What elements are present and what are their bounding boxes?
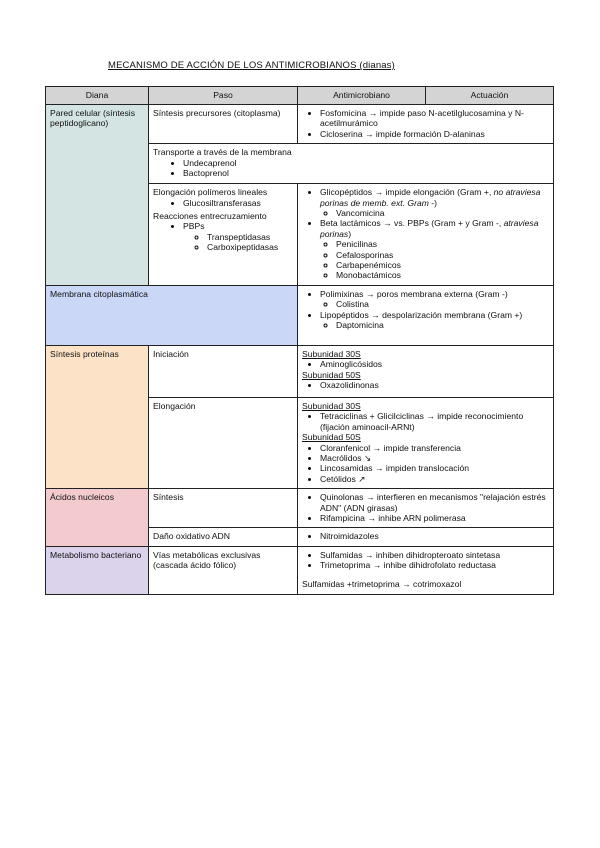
list-item: ◦ Carbapenémicos: [336, 260, 549, 270]
antimicrobiano-cell: [298, 345, 554, 397]
paren-close: ): [348, 228, 352, 239]
paso-elongacion: Elongación polímeros lineales: [153, 187, 268, 198]
document-title: MECANISMO DE ACCIÓN DE LOS ANTIMICROBIANOS (dianas): [108, 60, 395, 71]
diana-sintesis-proteinas: Síntesis proteínas: [46, 345, 149, 488]
diana-metabolismo: Metabolismo bacteriano: [46, 546, 149, 594]
list-item: ◦ Penicilinas: [336, 239, 549, 249]
list-item: • Oxazolidinonas: [320, 380, 549, 390]
list-item: ◦ Carboxipeptidasas: [207, 242, 293, 252]
antimicrobial-table: [45, 86, 554, 595]
paso-sintesis-precursores: Síntesis precursores (citoplasma): [149, 105, 298, 144]
list-item: ◦ Vancomicina: [336, 208, 549, 218]
list-item: • Bactoprenol: [183, 168, 549, 178]
paso-elongacion-reacciones: [149, 184, 298, 286]
list-item: • Cicloserina → impide formación D-alaninas: [320, 129, 549, 139]
antimicrobiano-cell: [298, 546, 554, 594]
list-item: • Fosfomicina → impide paso N-acetilglucosamina y N-acetilmurámico: [320, 108, 549, 129]
list-item: • Nitroimidazoles: [320, 531, 549, 541]
polimixinas-text: Polimixinas → poros membrana externa (Gram -): [320, 288, 508, 299]
table-row: [46, 285, 554, 345]
list-item: • Cetólidos ↗: [320, 474, 549, 484]
table-row: [46, 105, 554, 144]
list-item: ◦ Daptomicina: [336, 320, 549, 330]
antimicrobiano-cell: [298, 184, 554, 286]
subunidad-50s: Subunidad 50S: [302, 369, 361, 380]
paso-dano-oxidativo: Daño oxidativo ADN: [149, 528, 298, 546]
header-diana: Diana: [46, 87, 149, 105]
list-item: [320, 289, 549, 310]
table-header-row: [46, 87, 554, 105]
list-item: ◦ Cefalosporinas: [336, 250, 549, 260]
pbps-label: PBPs: [183, 221, 205, 232]
list-item: • Undecaprenol: [183, 158, 549, 168]
list-item: • Macrólidos ↘: [320, 453, 549, 463]
header-actuacion: Actuación: [426, 87, 554, 105]
list-item: • Aminoglicósidos: [320, 359, 549, 369]
list-item: • Glucosiltransferasas: [183, 198, 293, 208]
paso-sintesis: Síntesis: [149, 489, 298, 528]
list-item: [183, 221, 293, 252]
list-item: [320, 187, 549, 218]
header-paso: Paso: [149, 87, 298, 105]
list-item: • Cloranfenicol → impide transferencia: [320, 443, 549, 453]
antimicrobiano-cell: [298, 489, 554, 528]
diana-acidos-nucleicos: Ácidos nucleicos: [46, 489, 149, 547]
paso-transporte: Transporte a través de la membrana: [153, 147, 292, 158]
table-row: [46, 345, 554, 397]
glicopeptidos-note: no atraviesa porinas de memb. ext. Gram -: [320, 187, 541, 208]
glicopeptidos-text: Glicopéptidos → impide elongación (Gram +,: [320, 187, 494, 198]
list-item: [320, 218, 549, 280]
subunidad-50s: Subunidad 50S: [302, 432, 361, 443]
diana-membrana: Membrana citoplasmática: [46, 285, 298, 345]
list-item: ◦ Transpeptidasas: [207, 232, 293, 242]
list-item: • Trimetoprima → inhibe dihidrofolato reductasa: [320, 560, 549, 570]
subunidad-30s: Subunidad 30S: [302, 400, 361, 411]
antimicrobiano-cell: [298, 105, 554, 144]
list-item: • Lincosamidas → impiden translocación: [320, 463, 549, 473]
lipopeptidos-text: Lipopéptidos → despolarización membrana (Gram +): [320, 309, 523, 320]
list-item: • Sulfamidas → inhiben dihidropteroato sintetasa: [320, 550, 549, 560]
list-item: [320, 310, 549, 331]
paso-elongacion-proteinas: Elongación: [149, 397, 298, 488]
list-item: • Quinolonas → interfieren en mecanismos "relajación estrés ADN" (ADN girasas): [320, 492, 549, 513]
paso-transporte-cell: [149, 144, 554, 184]
list-item: • Tetraciclinas + Glicilciclinas → impide reconocimiento (fijación aminoacil-ARNt): [320, 411, 549, 432]
diana-pared-celular: Pared celular (síntesis peptidoglicano): [46, 105, 149, 286]
paso-reacciones: Reacciones entrecruzamiento: [153, 211, 267, 222]
betalactamicos-note: atraviesa porinas: [320, 218, 539, 239]
list-item: • Rifampicina → inhibe ARN polimerasa: [320, 513, 549, 523]
antimicrobiano-cell: [298, 397, 554, 488]
list-item: ◦ Colistina: [336, 299, 549, 309]
betalactamicos-text: Beta lactámicos → vs. PBPs (Gram + y Gram -,: [320, 218, 504, 229]
antimicrobiano-cell: [298, 285, 554, 345]
cotrimoxazol-note: Sulfamidas +trimetoprima → cotrimoxazol: [302, 578, 462, 589]
paso-iniciacion: Iniciación: [149, 345, 298, 397]
table-row: [46, 489, 554, 528]
paren-close: ): [434, 197, 438, 208]
antimicrobiano-cell: [298, 528, 554, 546]
subunidad-30s: Subunidad 30S: [302, 348, 361, 359]
paso-vias-metabolicas: Vías metabólicas exclusivas (cascada ácido fólico): [149, 546, 298, 594]
table-row: [46, 546, 554, 594]
list-item: ◦ Monobactámicos: [336, 270, 549, 280]
header-antimicrobiano: Antimicrobiano: [298, 87, 426, 105]
